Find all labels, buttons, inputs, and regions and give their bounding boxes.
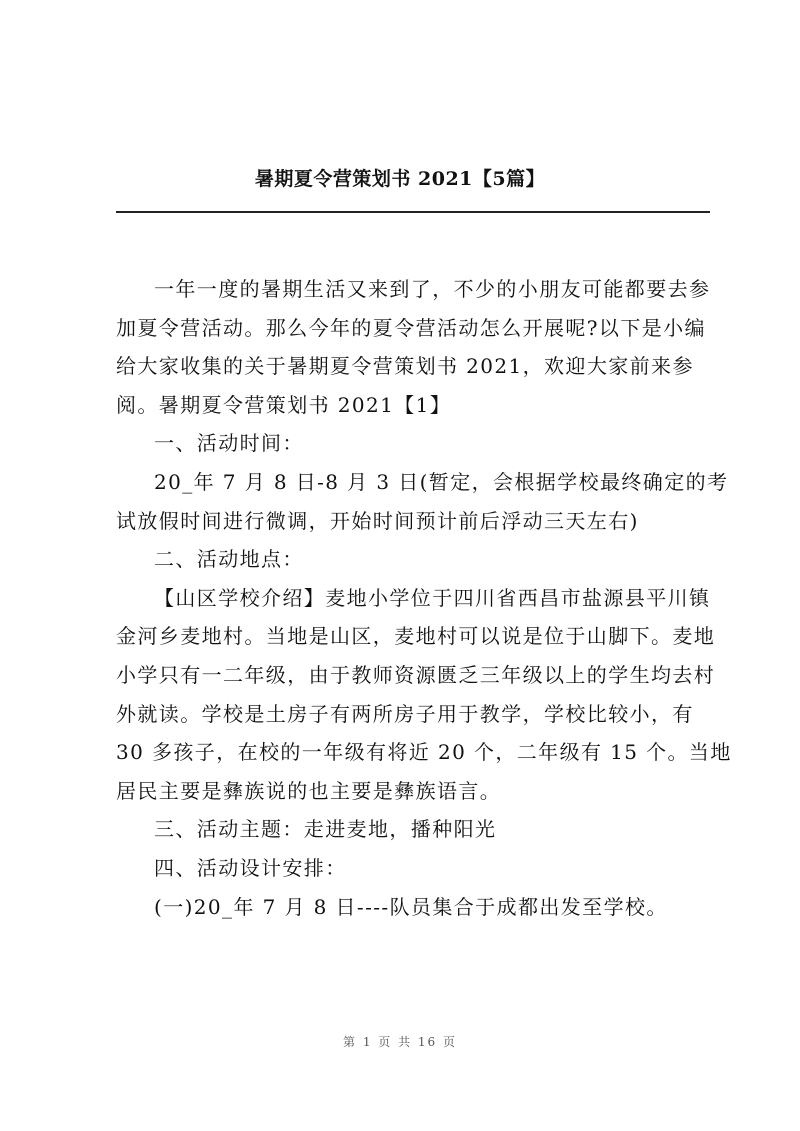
section-heading: 一、活动时间： [154,431,304,456]
body-line: 【山区学校介绍】麦地小学位于四川省西昌市盐源县平川镇 [154,585,711,610]
section-heading: 二、活动地点： [154,547,304,572]
page-footer: 第 1 页 共 16 页 [343,1035,457,1049]
body-line: 20_年 7 月 8 日-8 月 3 日(暂定，会根据学校最终确定的考 [154,469,729,494]
section-heading: 四、活动设计安排： [154,855,347,880]
document-body [116,270,732,926]
body-line: 加夏令营活动。那么今年的夏令营活动怎么开展呢?以下是小编 [116,315,706,340]
body-line: 30 多孩子，在校的一年级有将近 20 个，二年级有 15 个。当地 [116,740,732,765]
section-heading: 三、活动主题：走进麦地，播种阳光 [154,817,497,842]
body-line: 一年一度的暑期生活又来到了，不少的小朋友可能都要去参 [154,277,711,301]
body-line: 居民主要是彝族说的也主要是彝族语言。 [116,778,502,803]
body-line: 小学只有一二年级，由于教师资源匮乏三年级以上的学生均去村 [116,662,716,687]
body-line: 试放假时间进行微调，开始时间预计前后浮动三天左右) [116,508,639,533]
body-line: 给大家收集的关于暑期夏令营策划书 2021，欢迎大家前来参 [116,354,694,379]
document-title: 暑期夏令营策划书 2021【5篇】 [254,168,546,190]
body-line: 阅。暑期夏令营策划书 2021【1】 [116,392,452,417]
body-line: 金河乡麦地村。当地是山区，麦地村可以说是位于山脚下。麦地 [116,624,716,649]
body-line: 外就读。学校是土房子有两所房子用于教学，学校比较小，有 [116,701,694,726]
body-line: (一)20_年 7 月 8 日----队员集合于成都出发至学校。 [154,894,668,919]
title-rule [116,211,710,213]
